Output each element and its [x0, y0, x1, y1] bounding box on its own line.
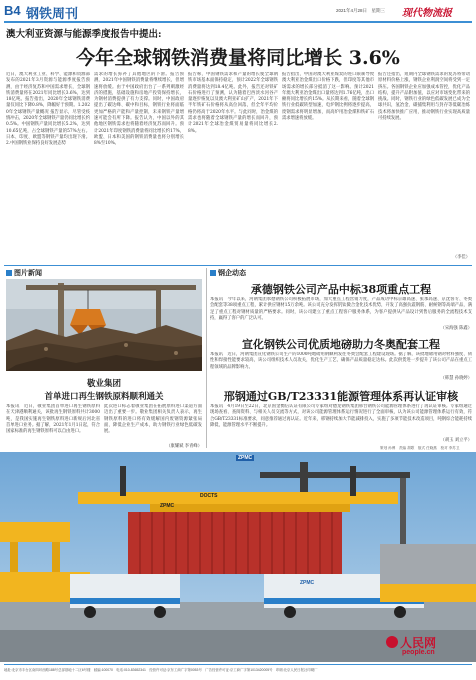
- people-site: people.cn: [402, 649, 435, 656]
- masthead: [4, 2, 472, 22]
- article2-credit: （韩慧 孙晓婷）: [440, 376, 472, 381]
- brand-name: 现代物流报: [402, 8, 452, 19]
- section-title: 钢铁周刊: [26, 6, 79, 21]
- article3-headline: 邢钢通过GB/T23331能源管理体系再认证审核: [223, 390, 459, 403]
- people-logo-wordmark: 人民网: [400, 636, 437, 650]
- editors-line: 策划 孙博 责编 胡歌 版式 任晓燕 校对 李苏卫: [380, 446, 460, 450]
- lead-column-2: 需求的增长弥补了其他地区的下滑。报告预测，2021年中国钢铁消费量将继续增长，但增速将放缓。由于中国政府出台了一系列刺激经济的措施，基础设施和房地产投资保持增长，为钢材消费提供了有力支撑。同时，中国政府提出了碳达峰、碳中和目标，钢铁行业将面临更加严格的产能和产量控制，未来钢铁产量增速可能会有所下降。报告认为，中国以外的其他地区钢铁需求也将随着经济复苏而回升。预计2021年印度钢铁消费量将同比增长约17%，欧盟、日本和美国的钢铁消费量也将分别增长8%至10%。: [94, 72, 184, 147]
- footer-address: 地址:北京市丰台区南四环西路188号总部基地十二区6号楼 邮编:100070 电话:010-83652341 经营许可证:京东工商广字第0053号 广告经营许可证:京工商广字第1013420005号 印刷:北京人民日报社印刷厂: [4, 668, 318, 672]
- people-logo: [386, 634, 470, 660]
- lead-column-1: 近日，澳大利亚工业、科学、能源和资源部发布的2021年3月资源与能源季度报告预测，由于经济复苏和中国需求增长，全球钢铁消费量将在2021年同比增长3.6%，达到18亿吨。报告指出，2020年全球钢铁消费量仅同比下降0.8%，降幅好于预期。1.2020年全球钢铁产量概况 报告显示，尽管受疫情冲击，2020年全球钢铁产量仍同比增长约0.5%。中国钢铁产量同比增长5.2%，达到10.65亿吨，占全球钢铁产量的57%左右。日本、印度、欧盟等钢铁产量均出现下滑。2.中国钢铁业保持良好发展态势: [6, 72, 90, 147]
- article2-text: 本报讯 近日，河钢集团宣化钢铁公司生产的1000吨地磅用钢顺利发往冬奥会配套工程建设现场。据了解，该批地磅用钢对材料强度、韧性和焊接性能要求较高，该公司组织技术人员攻关，优化生产工艺，确保产品质量稳定达标。此次供货进一步提升了该公司产品在重点工程领域的品牌影响力。: [210, 352, 472, 370]
- lead-column-3: 报告称，中国钢铁需求和产量的增长使全球钢铁市场基本面保持稳定，预计2022年全球钢铁消费量将达到18.4亿吨。此外，报告还对铁矿石价格进行了预测，认为随着巴西淡水河谷产量逐步恢复以及澳大利亚矿山扩产，2021年下半年铁矿石价格将从高位回落，但全年平均价格仍将高于2020年水平。与此同时，冶金煤的需求也将随着全球钢铁产量的增长而回升，预计2021年全球冶金煤贸易量将同比增长2.8%。: [188, 72, 278, 134]
- lead-kicker: 澳大利亚资源与能源季度报告中提出:: [6, 29, 162, 40]
- crane-sign: ZPMC: [238, 455, 253, 461]
- photo-news-tag: [6, 268, 42, 278]
- photo-news-source: 敬业集团: [86, 379, 121, 389]
- dynamics-tag: [210, 268, 246, 278]
- lead-credit: （李佳）: [452, 255, 470, 260]
- photo-news-column-2: 此次进口标志着敬业集团在拓展原料进口渠道方面迈出了重要一步。敬业集团相关负责人表示，再生钢铁原料的进口将有效缓解国内废钢资源紧张局面，降低企业生产成本，助力钢铁行业绿色低碳发展。: [104, 404, 202, 435]
- spreader-label-2: ZPMC: [160, 503, 175, 509]
- column-divider: [206, 268, 207, 448]
- lead-headline: 今年全球钢铁消费量将同比增长 3.6%: [76, 47, 400, 69]
- section-divider: [4, 265, 472, 266]
- photo-news-headline: 首单进口再生钢铁原料顺利通关: [44, 392, 164, 402]
- article1-headline: 承德钢铁公司产品中标38项重点工程: [250, 283, 432, 296]
- lead-column-4: 报告指出，中国对澳大利亚煤炭的进口限制导致澳大利亚冶金煤出口价格下跌，但印度等其他市场需求的增长部分抵消了这一影响。预计2021年澳大利亚冶金煤出口量将达到1.76亿吨，出口额将同比增长约15%。从长期来看，随着全球钢铁行业低碳转型加速，电炉钢比例将逐步提高，废钢需求将明显增加，而高炉用冶金煤和铁矿石需求增速将放缓。: [282, 72, 374, 122]
- people-logo-icon: [386, 636, 398, 648]
- masthead-rule: [4, 21, 472, 23]
- dynamics-label: 钢企动态: [218, 270, 246, 277]
- article1-credit: （宋海强 陈鑫）: [440, 326, 472, 331]
- port-photo: [0, 452, 476, 662]
- article3-text: 本报讯 4月19日至22日，北京国金衡信认证有限公司专家组对德龙钢铁集团邢台钢铁公司能源管理体系进行了再认证审核。专家组通过现场查看、查阅资料、与相关人员交流等方式，对该公司能源管理体系运行情况进行了全面审核，认为该公司能源管理体系运行有效，符合GB/T23331标准要求，同意推荐通过再认证。近年来，邢钢持续加大节能减排投入，实施了多项节能技术改造项目，吨钢综合能耗持续降低，能源管理水平不断提升。: [210, 404, 472, 428]
- lead-column-5: 报告还指出，短期内全球钢铁需求的复苏将带动原材料价格上涨，钢铁企业利润空间将受到一定挤压。各国钢铁企业应加强成本管控，优化产品结构，提升产品附加值，以应对市场变化带来的挑战。同时，钢铁行业的绿色低碳发展已成为全球共识，氢冶金、碳捕集利用与封存等低碳冶炼技术将加快推广应用，推动钢铁行业实现高质量可持续发展。: [378, 72, 470, 122]
- article3-credit: （胡玉 刘立平）: [440, 438, 472, 443]
- vehicle-label: ZPMC: [300, 580, 315, 586]
- photo-news-label: 图片新闻: [14, 270, 42, 277]
- section-square-icon: [6, 270, 12, 276]
- article2-headline: 宣化钢铁公司优质地磅助力冬奥配套工程: [242, 338, 440, 351]
- scrap-yard-photo: [6, 279, 202, 371]
- photo-news-column-1: 本报讯 近日，敬业集团首单进口再生钢铁原料在天津港顺利通关，该批再生钢铁原料共计3000吨，是我国实施再生钢铁原料进口新规后河北省首单进口业务。据了解，2021年1月1日起，符合国家标准的再生钢铁原料可以自由进口。: [6, 404, 100, 435]
- spreader-label-1: DOCTS: [200, 493, 218, 499]
- date-line: 2021年4月28日 星期三: [336, 8, 386, 13]
- article1-text: 本报讯 今年以来，河钢集团承德钢铁公司积极拓展市场，加大重点工程营销力度，产品成功中标京雄高速、张承高速、京沈客专、冬奥会配套等38项重点工程，累计供应钢材15万余吨。该公司充分发挥钒钛微合金化技术优势，开发了高强抗震钢筋、耐候钢等高端产品，满足了重点工程对钢材质量的严格要求。同时，该公司建立了重点工程客户服务体系，为客户提供从产品设计到售后服务的全流程技术支持，赢得了客户的广泛认可。: [210, 297, 472, 321]
- page-number: B4: [4, 3, 21, 18]
- footer-rule: [4, 664, 472, 665]
- section-square-icon: [210, 270, 216, 276]
- photo-news-credit: （康耀斌 李青峰）: [166, 444, 202, 449]
